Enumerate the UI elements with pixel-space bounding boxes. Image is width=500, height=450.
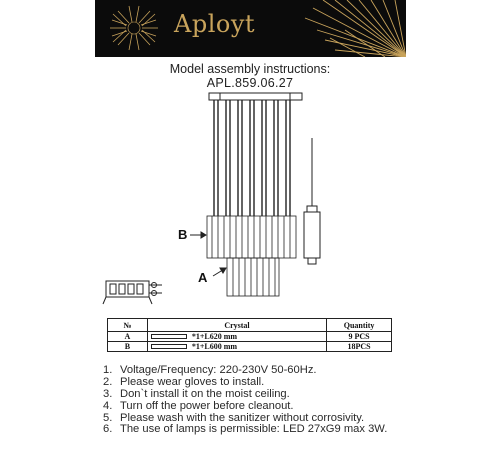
instruction-notes: [103, 365, 387, 436]
row-no: A: [108, 332, 148, 342]
row-crystal: [147, 332, 326, 342]
gold-rays-decoration: [305, 0, 406, 57]
row-quantity: 9 PCS: [327, 332, 392, 342]
table-row: [108, 342, 392, 352]
crystal-ring-b: [207, 216, 296, 258]
list-item: 5. Please wash with the sanitizer without corrosivity.: [103, 411, 365, 424]
sun-center-icon: [128, 22, 140, 34]
crystal-parts-table: [107, 318, 392, 352]
table-row: [108, 332, 392, 342]
list-item: 2. Please wear gloves to install.: [103, 375, 265, 388]
list-item: 4. Turn off the power before cleanout.: [103, 399, 294, 412]
header-crystal: Crystal: [147, 319, 326, 332]
suspension-rods: [214, 100, 290, 216]
diagram-label-a: A: [198, 270, 208, 285]
row-quantity: 18PCS: [327, 342, 392, 352]
assembly-diagram: [100, 88, 400, 313]
row-crystal-size: *1+L600 mm: [191, 342, 238, 351]
diagram-label-b: B: [178, 227, 188, 242]
list-item: 6. The use of lamps is permissible: LED 27xG9 max 3W.: [103, 423, 388, 436]
sun-logo-icon: [110, 6, 158, 50]
single-crystal-detail: [304, 138, 320, 264]
table-header-row: [108, 319, 392, 332]
crystal-bar-icon: [151, 334, 187, 339]
doc-title: Model assembly instructions:: [169, 62, 331, 76]
header-quantity: Quantity: [327, 319, 392, 332]
list-item: 1. Voltage/Frequency: 220-230V 50-60Hz.: [103, 364, 317, 376]
wiring-terminal: [103, 281, 162, 304]
model-number: APL.859.06.27: [206, 76, 294, 90]
header-no: №: [108, 319, 148, 332]
brand-banner: [95, 0, 406, 57]
ceiling-canopy: [209, 93, 302, 100]
crystal-bar-icon: [151, 344, 187, 349]
list-item: 3. Don`t install it on the moist ceiling.: [103, 387, 290, 400]
brand-name: Aployt: [174, 10, 256, 38]
row-crystal-size: *1+L620 mm: [191, 332, 238, 341]
crystal-column-a: [227, 258, 279, 296]
row-no: B: [108, 342, 148, 352]
row-crystal: [147, 342, 326, 352]
